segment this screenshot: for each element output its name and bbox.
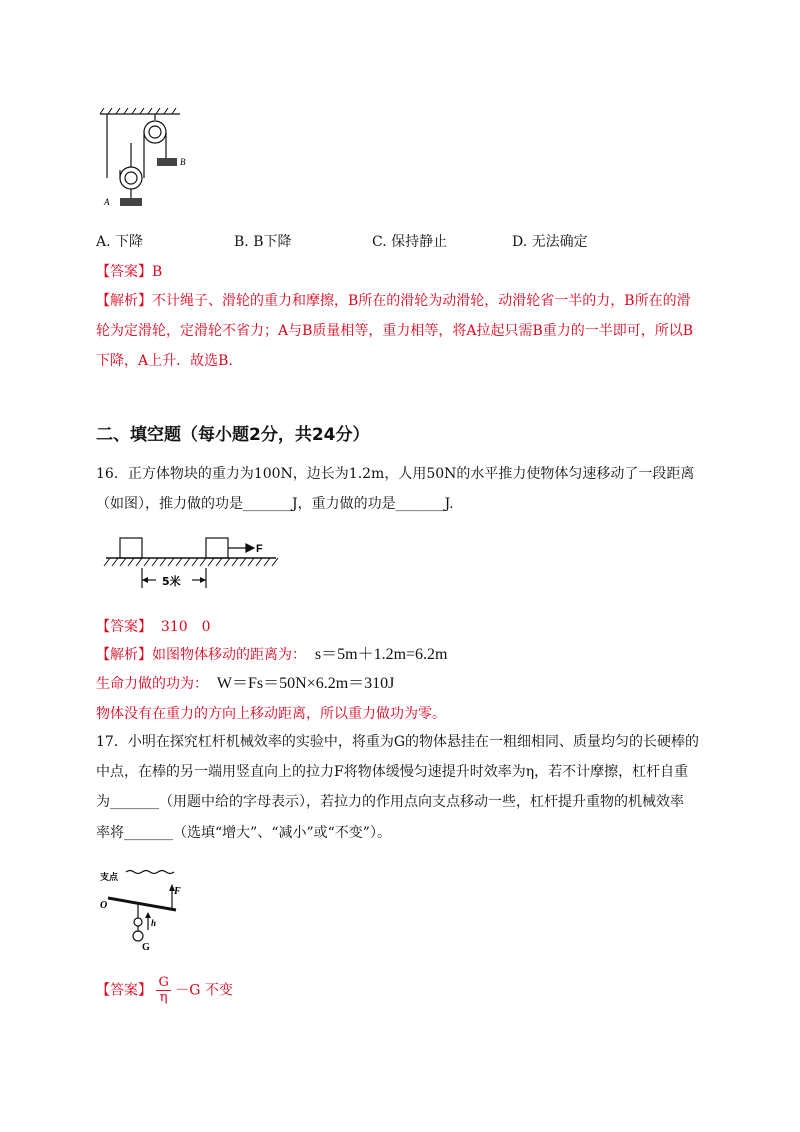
analysis-tag: 【解析】 <box>96 647 152 663</box>
analysis-text: 不计绳子、滑轮的重力和摩擦，B所在的滑轮为动滑轮，动滑轮省一半的力，B所在的滑 <box>152 293 691 309</box>
q17-stem-line-3: 为_______（用题中给的字母表示），若拉力的作用点向支点移动一些，杠杆提升重物的机械效率 <box>96 794 684 810</box>
q16-conclusion: 物体没有在重力的方向上移动距离，所以重力做功为零。 <box>96 706 446 722</box>
section-heading: 二、填空题（每小题2分，共24分） <box>96 425 370 445</box>
analysis-tag: 【解析】 <box>96 293 152 309</box>
answer-tag: 【答案】 <box>96 619 152 635</box>
o-label: O <box>100 900 108 911</box>
q17-stem-line-1: 17．小明在探究杠杆机械效率的实验中，将重为G的物体悬挂在一粗细相同、质量均匀的长硬棒的 <box>96 734 699 750</box>
option-c: C. 保持静止 <box>372 234 448 250</box>
q16-stem-line-1: 16．正方体物块的重力为100N，边长为1.2m，人用50N的水平推力使物体匀速移动了一段距离 <box>96 466 695 482</box>
q16-analysis <box>96 645 448 665</box>
h-label: h <box>151 918 157 928</box>
label-a: A <box>104 197 110 207</box>
fraction-denominator: η <box>159 990 168 1005</box>
answer-tag: 【答案】 <box>96 982 152 999</box>
block-push-diagram <box>100 530 280 590</box>
option-a: A. 下降 <box>96 234 144 250</box>
fulcrum-label: 支点 <box>100 873 119 883</box>
q15-analysis-line-3: 下降，A上升．故选B. <box>96 353 233 369</box>
answer-fraction <box>156 976 170 1005</box>
analysis-text: 如图物体移动的距离为： <box>152 647 306 663</box>
q15-analysis-line-2: 轮为定滑轮，定滑轮不省力；A与B质量相等，重力相等，将A拉起只需B重力的一半即可，所以B <box>96 323 694 339</box>
g-label: G <box>142 942 150 952</box>
answer-value: －G 不变 <box>175 982 233 999</box>
f-label: F <box>174 886 181 897</box>
answer-tag: 【答案】 <box>96 264 152 280</box>
answer-value: B <box>152 264 163 280</box>
option-d: D. 无法确定 <box>512 234 588 250</box>
pulley-diagram <box>98 108 198 213</box>
q15-answer <box>96 262 162 282</box>
answer-value: 310 0 <box>160 619 211 635</box>
distance-formula: s＝5m＋1.2m=6.2m <box>314 646 448 663</box>
q16-answer <box>96 617 211 637</box>
q16-stem-line-2: （如图），推力做的功是_______J，重力做的功是_______J. <box>96 496 454 512</box>
q17-answer <box>96 976 233 1005</box>
q16-work <box>96 674 394 694</box>
q17-stem-line-2: 中点，在棒的另一端用竖直向上的拉力F将物体缓慢匀速提升时效率为η，若不计摩擦，杠杆自重 <box>96 764 689 780</box>
fraction-numerator: G <box>158 975 169 990</box>
force-label: F <box>256 543 263 555</box>
lever-diagram <box>98 866 184 952</box>
label-b: B <box>180 157 186 167</box>
q17-stem-line-4: 率将_______（选填“增大”、“减小”或“不变”）。 <box>96 825 391 841</box>
q15-analysis-line-1 <box>96 291 691 311</box>
work-formula: W＝Fs＝50N×6.2m＝310J <box>216 675 395 692</box>
option-b: B. B下降 <box>234 234 292 250</box>
distance-label: 5米 <box>162 575 181 588</box>
work-text: 生命力做的功为： <box>96 676 208 692</box>
